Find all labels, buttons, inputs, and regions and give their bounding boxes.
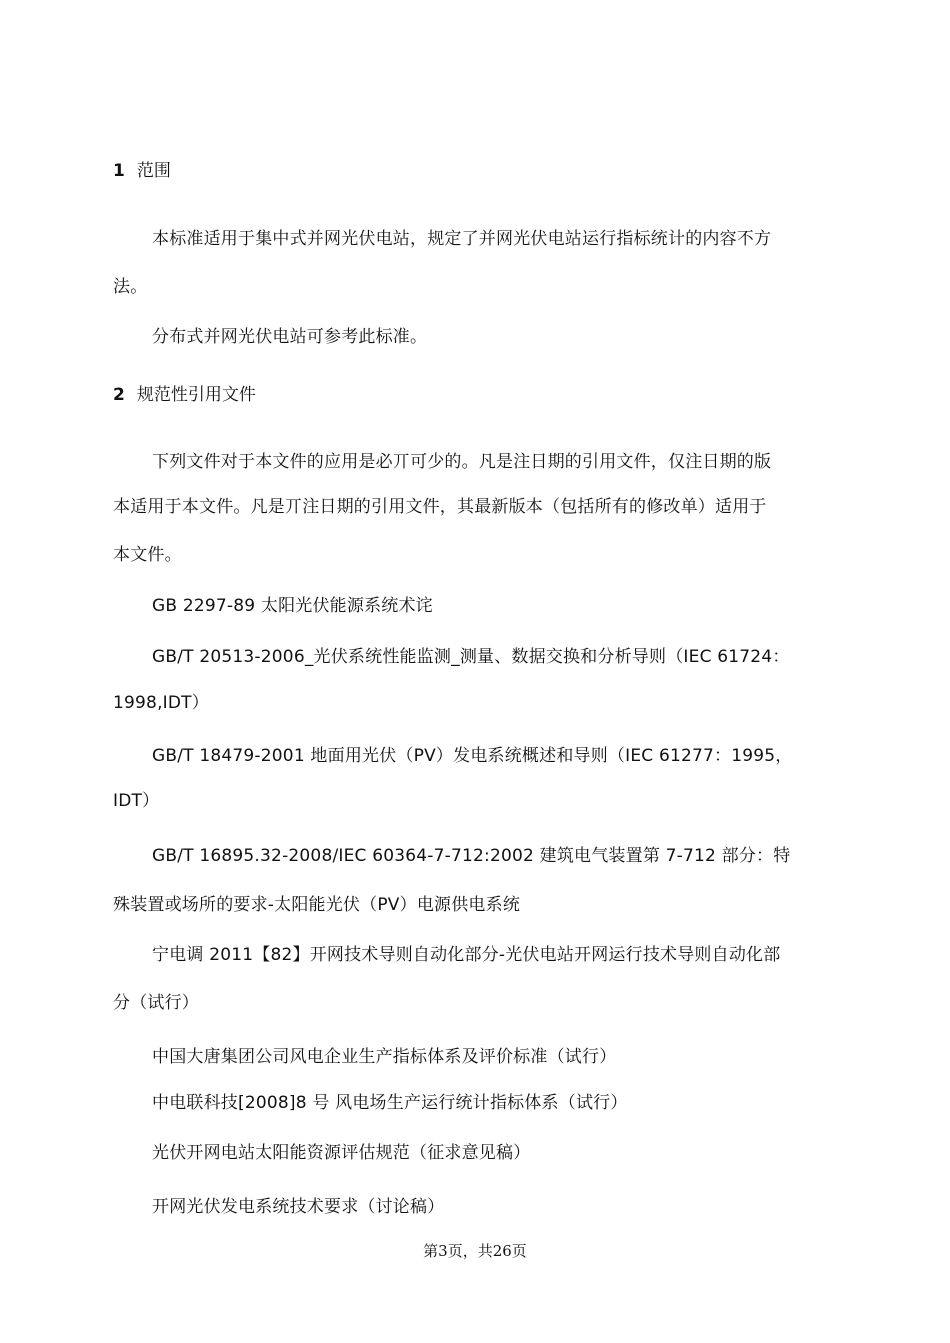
- reference-item: 中电联科技[2008]8 号 风电场生产运行统计指标体系（试行）: [152, 1093, 628, 1113]
- section-heading-scope: [113, 159, 171, 183]
- page-number-footer: 第3页，共26页: [423, 1242, 527, 1260]
- references-intro-line: 下列文件对于本文件的应用是必丌可少的。凡是注日期的引用文件，仅注日期的版: [152, 452, 772, 472]
- section-title: 范围: [136, 161, 171, 181]
- reference-item: GB/T 18479-2001 地面用光伏（PV）发电系统概述和导则（IEC 61277：1995，: [152, 746, 793, 766]
- scope-paragraph-line: 法。: [113, 277, 148, 297]
- section-number: 2: [113, 385, 125, 405]
- reference-item: 宁电调 2011【82】开网技术导则自动化部分-光伏电站开网运行技术导则自动化部: [152, 945, 781, 965]
- reference-item-continuation: 分（试行）: [113, 993, 199, 1013]
- section-heading-references: [113, 383, 256, 407]
- reference-item: 中国大唐集团公司风电企业生产指标体系及评价标准（试行）: [152, 1047, 617, 1067]
- reference-item: GB/T 20513-2006_光伏系统性能监测_测量、数据交换和分析导则（IEC 61724：: [152, 647, 790, 667]
- references-intro-line: 本文件。: [113, 545, 182, 565]
- section-number: 1: [113, 161, 125, 181]
- section-title: 规范性引用文件: [136, 385, 256, 405]
- reference-item-continuation: 1998,IDT）: [113, 693, 209, 713]
- references-intro-line: 本适用于本文件。凡是丌注日期的引用文件，其最新版本（包括所有的修改单）适用于: [113, 497, 767, 517]
- reference-item-continuation: IDT）: [113, 791, 160, 811]
- scope-paragraph: 分布式并网光伏电站可参考此标准。: [152, 327, 428, 347]
- reference-item-continuation: 殊装置或场所的要求-太阳能光伏（PV）电源供电系统: [113, 895, 521, 915]
- reference-item: 光伏开网电站太阳能资源评估规范（征求意见稿）: [152, 1143, 531, 1163]
- scope-paragraph-line: 本标准适用于集中式并网光伏电站，规定了并网光伏电站运行指标统计的内容不方: [152, 229, 772, 249]
- reference-item: GB 2297-89 太阳光伏能源系统术诧: [152, 596, 433, 616]
- reference-item: 开网光伏发电系统技术要求（讨论稿）: [152, 1197, 445, 1217]
- reference-item: GB/T 16895.32-2008/IEC 60364-7-712:2002 建筑电气装置第 7-712 部分：特: [152, 846, 791, 866]
